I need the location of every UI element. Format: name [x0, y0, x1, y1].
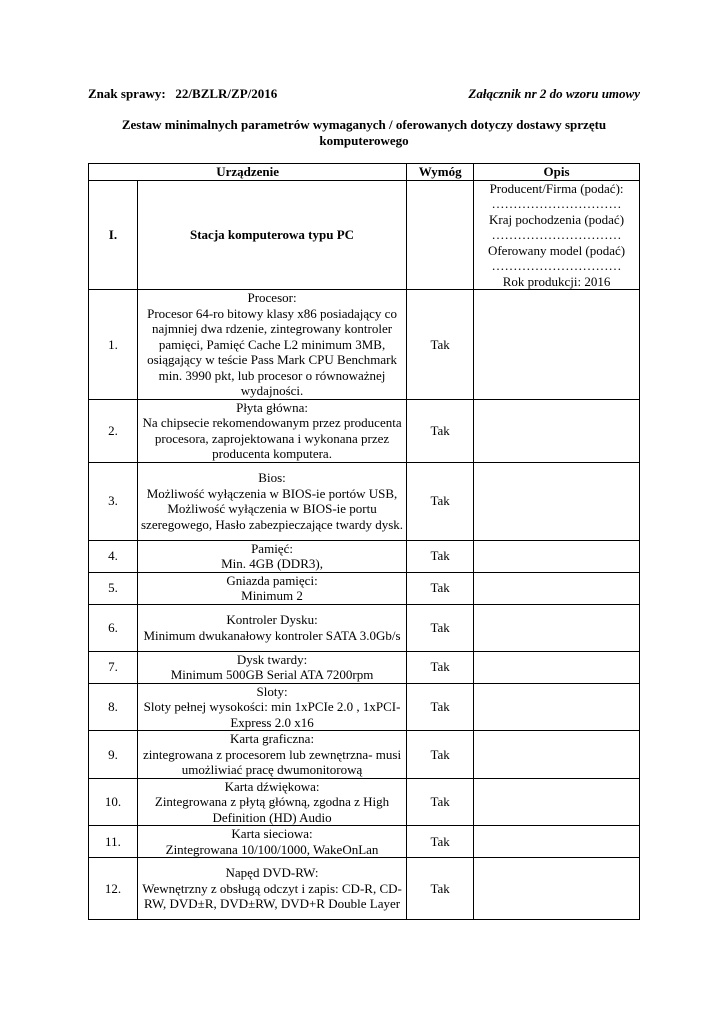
- table-header-row: [89, 164, 640, 181]
- device-description: Minimum 2: [241, 588, 303, 603]
- row-device: [137, 826, 406, 858]
- device-name: Dysk twardy:: [236, 651, 308, 667]
- row-description-input: [474, 604, 640, 651]
- row-required: Tak: [407, 778, 474, 826]
- opis-country-dots: …………………………: [491, 227, 622, 242]
- table-row: [89, 290, 640, 400]
- row-description-input: [474, 399, 640, 462]
- device-name: Napęd DVD-RW:: [225, 865, 319, 881]
- row-required: Tak: [407, 826, 474, 858]
- row-description-input: [474, 731, 640, 779]
- device-description: Wewnętrzny z obsługą odczyt i zapis: CD-R, CD-RW, DVD±R, DVD±RW, DVD+R Double Layer: [142, 880, 402, 912]
- row-required: Tak: [407, 572, 474, 604]
- case-label: Znak sprawy:: [88, 86, 166, 101]
- row-device: [137, 399, 406, 462]
- opis-producer-dots: …………………………: [491, 196, 622, 211]
- title-line-1: Zestaw minimalnych parametrów wymaganych / oferowanych dotyczy dostawy sprzętu: [121, 117, 607, 132]
- row-required: Tak: [407, 858, 474, 920]
- row-required: Tak: [407, 731, 474, 779]
- document-header: [88, 86, 640, 106]
- row-number: 1.: [89, 290, 138, 400]
- device-description: Zintegrowana 10/100/1000, WakeOnLan: [165, 841, 379, 857]
- row-required: Tak: [407, 651, 474, 683]
- row-device: [137, 683, 406, 731]
- device-name: Kontroler Dysku:: [226, 612, 318, 627]
- header-description: Opis: [474, 164, 640, 181]
- table-row: [89, 399, 640, 462]
- row-device: [137, 290, 406, 400]
- section-description: [474, 180, 640, 290]
- device-description: Zintegrowana z płytą główną, zgodna z High Definition (HD) Audio: [154, 794, 390, 825]
- row-description-input: [474, 540, 640, 572]
- opis-model-dots: …………………………: [491, 258, 622, 273]
- document-title: [88, 117, 640, 149]
- device-description: Min. 4GB (DDR3),: [221, 556, 323, 571]
- row-number: 7.: [89, 651, 138, 683]
- table-row: [89, 858, 640, 920]
- row-number: 9.: [89, 731, 138, 779]
- row-number: 10.: [89, 778, 138, 826]
- row-number: 12.: [89, 858, 138, 920]
- row-number: 6.: [89, 604, 138, 651]
- title-line-2: komputerowego: [319, 133, 409, 148]
- row-device: [137, 572, 406, 604]
- row-number: 4.: [89, 540, 138, 572]
- row-required: Tak: [407, 540, 474, 572]
- device-description: Możliwość wyłączenia w BIOS-ie portów USB, Możliwość wyłączenia w BIOS-ie portu szeregowego, Hasło zabezpieczające twardy dysk.: [141, 485, 404, 532]
- row-device: [137, 778, 406, 826]
- row-number: 11.: [89, 826, 138, 858]
- device-description: Minimum 500GB Serial ATA 7200rpm: [170, 667, 374, 682]
- device-description: Na chipsecie rekomendowanym przez producenta procesora, zaprojektowana i wykonana przez producenta komputera.: [142, 415, 402, 461]
- row-required: Tak: [407, 462, 474, 540]
- device-name: Karta dźwiękowa:: [224, 778, 320, 794]
- attachment-label: Załącznik nr 2 do wzoru umowy: [468, 86, 640, 101]
- row-device: [137, 858, 406, 920]
- table-row: [89, 683, 640, 731]
- row-required: Tak: [407, 399, 474, 462]
- device-name: Procesor:: [247, 290, 297, 305]
- section-name: Stacja komputerowa typu PC: [137, 180, 406, 290]
- row-required: Tak: [407, 604, 474, 651]
- row-description-input: [474, 778, 640, 826]
- table-row: [89, 540, 640, 572]
- device-name: Karta sieciowa:: [231, 826, 313, 841]
- table-row: [89, 651, 640, 683]
- device-description: Procesor 64-ro bitowy klasy x86 posiadający co najmniej dwa rdzenie, zintegrowany kontroler pamięci, Pamięć Cache L2 minimum 3MB, osiągający w teście Pass Mark CPU Benchmark min. 3990 pkt, lub procesor o równoważnej wydajności.: [147, 305, 397, 398]
- section-required: [407, 180, 474, 290]
- device-name: Sloty:: [256, 683, 288, 699]
- table-row: [89, 572, 640, 604]
- row-number: 2.: [89, 399, 138, 462]
- opis-country-label: Kraj pochodzenia (podać): [489, 211, 625, 227]
- header-required: Wymóg: [407, 164, 474, 181]
- device-description: Minimum dwukanałowy kontroler SATA 3.0Gb/s: [143, 627, 401, 643]
- row-description-input: [474, 683, 640, 731]
- table-row: [89, 826, 640, 858]
- row-description-input: [474, 462, 640, 540]
- row-description-input: [474, 826, 640, 858]
- row-device: [137, 731, 406, 779]
- row-description-input: [474, 290, 640, 400]
- row-description-input: [474, 572, 640, 604]
- table-row: [89, 778, 640, 826]
- row-description-input: [474, 651, 640, 683]
- table-row: [89, 604, 640, 651]
- device-name: Bios:: [258, 470, 286, 485]
- opis-year: Rok produkcji: 2016: [502, 273, 611, 289]
- device-name: Gniazda pamięci:: [226, 572, 318, 588]
- row-number: 5.: [89, 572, 138, 604]
- case-reference: [88, 86, 277, 102]
- device-description: Sloty pełnej wysokości: min 1xPCIe 2.0 , 1xPCI-Express 2.0 x16: [143, 699, 401, 730]
- section-number: I.: [89, 180, 138, 290]
- device-description: zintegrowana z procesorem lub zewnętrzna- musi umożliwiać pracę dwumonitorową: [142, 746, 402, 777]
- row-device: [137, 604, 406, 651]
- table-row: [89, 731, 640, 779]
- opis-model-label: Oferowany model (podać): [487, 242, 626, 258]
- table-row: [89, 462, 640, 540]
- section-row: [89, 180, 640, 290]
- row-required: Tak: [407, 290, 474, 400]
- spec-table: [88, 163, 640, 920]
- header-device: Urządzenie: [89, 164, 407, 181]
- device-name: Pamięć:: [251, 540, 293, 556]
- row-device: [137, 651, 406, 683]
- row-number: 8.: [89, 683, 138, 731]
- case-number: 22/BZLR/ZP/2016: [175, 86, 278, 101]
- row-number: 3.: [89, 462, 138, 540]
- device-name: Karta graficzna:: [229, 731, 315, 746]
- row-description-input: [474, 858, 640, 920]
- row-device: [137, 540, 406, 572]
- row-device: [137, 462, 406, 540]
- device-name: Płyta główna:: [236, 399, 308, 415]
- opis-producer-label: Producent/Firma (podać):: [489, 180, 624, 196]
- row-required: Tak: [407, 683, 474, 731]
